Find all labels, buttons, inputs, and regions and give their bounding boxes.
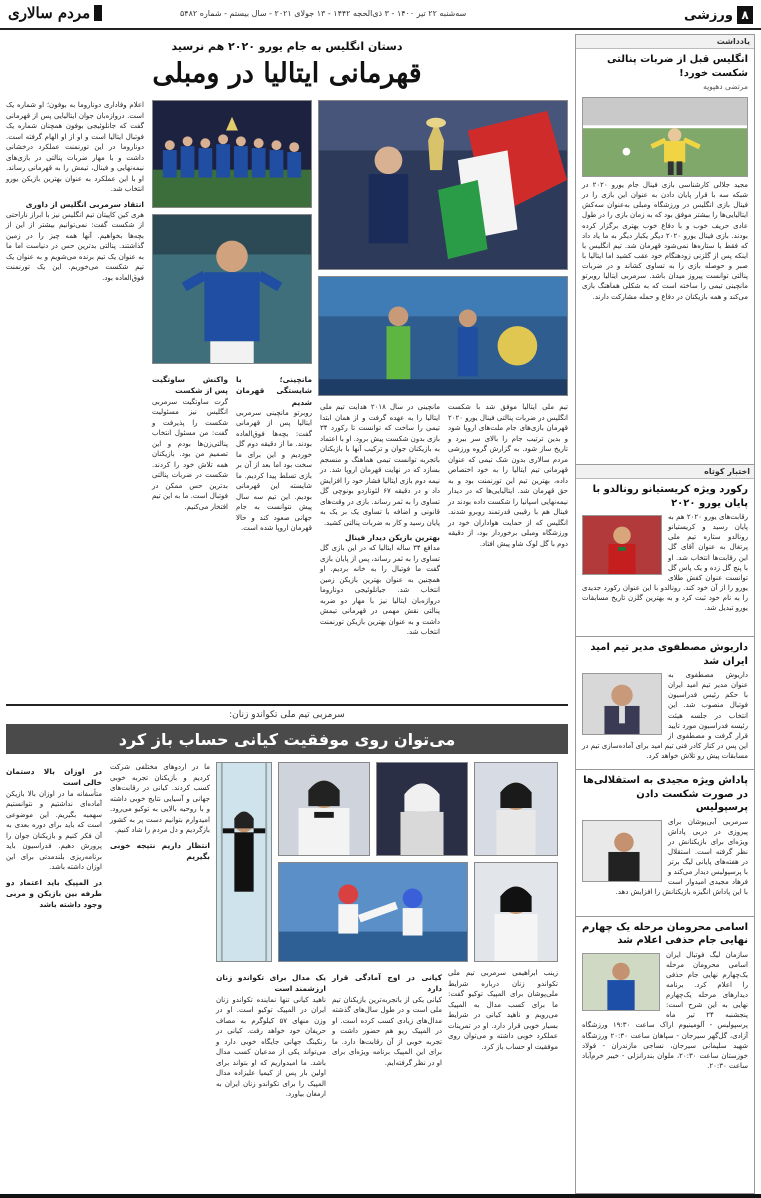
sidebar-article-4-title: پاداش ویژه مجیدی به استقلالی‌ها در صورت شکست دادن پرسپولیس — [583, 775, 748, 813]
main-headline: قهرمانی ایتالیا در ومبلی — [152, 58, 422, 89]
lower-column-3 — [216, 968, 326, 1194]
taekwondo-photo-3 — [278, 762, 370, 856]
lower-subhead-heavy-weights: در اوزان بالا دستمان خالی است — [6, 767, 102, 788]
lower-column-1-text: زینب ابراهیمی سرمربی تیم ملی تکواندو زنان درباره شرایط ملی‌پوشان برای المپیک توکیو گفت: ما برای کسب مدال به المپیک می‌رویم و ناهید کیانی در شرایط بسیار خوبی قرار دارد. او در تمرینات عملکرد خوبی داشته و می‌توان روی موفقیت او حساب باز کرد. — [448, 969, 558, 1051]
lower-column-2-text: متأسفانه ما در اوزان بالا بازیکن آماده‌ای نداشتیم و نتوانستیم سهمیه بگیریم. این موضوعی است که باید برای دوره بعدی به آن فکر کنیم و بازیکنان جوان را پرورش دهیم. فدراسیون باید برنامه‌ریزی بلندمدتی برای این اوزان داشته باشد. — [6, 789, 102, 871]
lower-column-4-text: کیانی یکی از باتجربه‌ترین بازیکنان تیم ملی است و در طول سال‌های گذشته مدال‌های زیادی کسب کرده است. او در المپیک ریو هم حضور داشت و تجربه خوبی از آن رقابت‌ها دارد. ما برای این المپیک برنامه ویژه‌ای برای او در نظر گرفته‌ایم. — [332, 995, 442, 1067]
main-column-1 — [448, 402, 568, 702]
mostafavi-photo — [582, 673, 662, 735]
masthead — [8, 4, 102, 22]
main-column-6-text: اعلام وفاداری دوناروما به بوفون؛ او شماره یک است. دروازه‌بان جوان ایتالیایی پس از قهرمانی گفت که جانلوئیجی بوفون همچنان شماره یک فوتبال ایتالیا است و او از او الهام گرفته است. دوناروما در این تورنمنت عملکرد درخشانی داشت و با مهار ضربات پنالتی در بازی‌های نیمه‌نهایی و فینال، تیمش را به قهرمانی رساند. او با این عملکرد به عنوان بهترین بازیکن یورو انتخاب شد. — [6, 101, 144, 193]
lower-column-1 — [448, 968, 558, 1194]
section-tag — [684, 6, 753, 24]
sidebar-article-3-body: داریوش مصطفوی به عنوان مدیر تیم امید ایران با حکم رئیس فدراسیون فوتبال منصوب شد. این انتخاب در جلسه هیئت رئیسه فدراسیون مورد تایید قرار گرفت و مصطفوی از این پس در کنار کادر فنی تیم امید برای آماده‌سازی تیم در مسابقات پیش رو تلاش خواهد کرد. — [582, 671, 748, 761]
main-column-2-text: مانچینی در سال ۲۰۱۸ هدایت تیم ملی ایتالیا را به عهده گرفت و از همان ابتدا تیمی را ساخت که توانست تا رکورد ۳۴ بازی بدون شکست پیش برود. او با اعتماد به بازیکنان جوان و ترکیب آنها با بازیکنان باتجربه توانست تیمی هماهنگ و منسجم بسازد که در نهایت قهرمان اروپا شد. در نیمه دوم بازی ایتالیا فشار خود را افزایش داد و در دقیقه ۶۷ لئوناردو بونوچی گل تساوی را به ثمر رساند. بازی در وقت‌های قانونی و اضافه با تساوی یک بر یک به پایان رسید و کار به ضربات پنالتی کشید. — [320, 403, 441, 527]
page-header — [0, 0, 761, 30]
page-number: ۸ — [737, 6, 753, 24]
masthead-title: مردم سالاری — [8, 4, 91, 22]
main-column-4 — [152, 370, 228, 702]
sidebar-article-5-body: سازمان لیگ فوتبال ایران اسامی محرومان مرحله یک‌چهارم نهایی جام حذفی را اعلام کرد. برنامه دیدارهای مرحله یک‌چهارم نهایی به این شرح است: پنجشنبه ۲۴ تیر ماه پرسپولیس - آلومینیوم اراک ساعت ۱۹:۳۰ ورزشگاه آزادی، گل‌گهر سیرجان - سپاهان ساعت ۲۰:۳۰ ورزشگاه شهید سلیمانی سیرجان، نساجی مازندران - فولاد خوزستان ساعت ۲۰:۳۰، ملوان بندرانزلی - خیبر خرم‌آباد ساعت ۲۰:۳۰. — [582, 950, 748, 1071]
main-column-3 — [236, 370, 312, 702]
player-photo — [582, 953, 660, 1011]
sidebar-article-3-title: داریوش مصطفوی مدیر تیم امید ایران شد — [590, 642, 748, 667]
sidebar-article-5-title: اسامی محرومان مرحله یک چهارم نهایی جام حذفی اعلام شد — [582, 921, 748, 946]
sidebar-article-1-author: مرتضی دهپویه — [703, 82, 748, 91]
training-photo — [216, 762, 272, 962]
main-column-3-text: مدافع ۳۴ ساله ایتالیا که در این بازی گل تساوی را به ثمر رساند، پس از پایان بازی گفت ما فوتبال را به خانه بردیم. او همچنین به عنوان بهترین بازیکن زمین انتخاب شد. جیانلوئیجی دوناروما دروازه‌بان ایتالیا نیز با مهار دو ضربه پنالتی نقش مهمی در قهرمانی تیمش داشت و به عنوان بهترین بازیکن تورنمنت انتخاب شد. — [320, 544, 441, 637]
trophy-celebration-photo — [318, 100, 568, 270]
sidebar-article-2-title: رکورد ویژه کریستیانو رونالدو با پایان یورو ۲۰۲۰ — [592, 484, 748, 509]
ronaldo-photo — [582, 515, 662, 575]
section-name: ورزشی — [684, 7, 733, 23]
page-bottom-rule — [0, 1194, 761, 1198]
main-column-5 — [6, 100, 144, 702]
lower-subhead-medal: یک مدال برای تکواندو زنان ارزشمند است — [216, 973, 326, 994]
sidebar-label-brief: اختبار کوتاه — [576, 465, 754, 479]
taekwondo-photo-4 — [474, 862, 558, 962]
main-column-1-text: تیم ملی ایتالیا موفق شد با شکست انگلیس در ضربات پنالتی فینال یورو ۲۰۲۰ قهرمان بازی‌های جام ملت‌های اروپا شود و بدین ترتیب جام را بالای سر ببرد و تاریخ ساز شود. به گزارش گروه ورزشی مردم سالاری بدون شک تیمی که عنوان قهرمانی تیم ایتالیا را به خود اختصاص داده، بهترین تیم این تورنمنت بود و به حق قهرمان شد. ایتالیایی‌ها که در دیدار نیمه‌نهایی اسپانیا را شکست داده بودند در فینال هم با رقیبی قدرتمند روبرو شدند. انگلیس که از حمایت هواداران خود در ورزشگاه ومبلی برخوردار بود، از دقیقه دوم با گل لوک شاو پیش افتاد. — [448, 403, 568, 548]
lower-column-2 — [332, 968, 442, 1194]
main-article — [6, 34, 568, 702]
main-subhead-referee: انتقاد سرمربی انگلیس از داوری — [25, 199, 144, 209]
masthead-mark — [94, 5, 102, 21]
lower-column-3-text: ما در اردوهای مختلفی شرکت کردیم و بازیکنان تجربه خوبی کسب کردند. کیانی در رقابت‌های جهانی و آسیایی نتایج خوبی داشته و با روحیه بالایی به توکیو می‌رود. امیدوارم بتوانیم دست پر به کشور بازگردیم و دل مردم را شاد کنیم. — [110, 763, 210, 834]
lower-kicker: سرمربی تیم ملی تکواندو زنان: — [229, 710, 345, 720]
main-subhead-mancini: مانچینی؛ با شایستگی قهرمان شدیم — [236, 375, 312, 407]
lower-column-4 — [110, 762, 210, 1194]
main-column-2 — [320, 402, 440, 702]
lower-subhead-expectation: انتظار داریم نتیجه خوبی بگیریم — [110, 840, 210, 861]
taekwondo-photo-2 — [376, 762, 468, 856]
lower-article — [6, 704, 568, 1194]
taekwondo-match-photo — [278, 862, 468, 962]
sidebar-article-2-body: رقابت‌های یورو ۲۰۲۰ هم به پایان رسید و کریستیانو رونالدو ستاره تیم ملی پرتغال به عنوان آقای گل این رقابت‌ها انتخاب شد. او با پنج گل زده و یک پاس گل توانست عنوان کفش طلای یورو را از آن خود کند. رونالدو با این عنوان رکورد جدیدی را به نام خود ثبت کرد و به بهترین گلزن تاریخ مسابقات یورو تبدیل شد. — [582, 513, 748, 613]
lower-subhead-trust: در المپیک باید اعتماد دو طرفه بین بازیکن و مربی وجود داشته باشد — [6, 877, 102, 909]
main-subhead-southgate: واکنش ساوتگیت پس از شکست — [152, 375, 228, 396]
team-celebration-photo — [152, 100, 312, 208]
sidebar-label-note: یادداشت — [576, 35, 754, 49]
main-column-4-text: روبرتو مانچینی سرمربی ایتالیا پس از قهرمانی گفت: بچه‌ها فوق‌العاده بودند. ما از دقیقه دوم گل خوردیم و این برای ما سخت بود اما بعد از آن بر بازی تسلط پیدا کردیم. ما شایسته این قهرمانی بودیم. این تیم سه سال پیش نتوانست به جام جهانی صعود کند و حالا قهرمان اروپا شده است. — [236, 408, 312, 533]
lower-column-5-text: ناهید کیانی تنها نماینده تکواندو زنان ایران در المپیک توکیو است. او در وزن منهای ۵۷ کیلوگرم به مصاف حریفان خود خواهد رفت. کیانی در رنکینگ جهانی جایگاه خوبی دارد و می‌تواند یکی از مدعیان کسب مدال باشد. ما امیدواریم که او بتواند برای اولین بار پس از کیمیا علیزاده مدال المپیک را برای تکواندو زنان ایران به ارمغان بیاورد. — [216, 995, 326, 1098]
lower-subhead-performance: کیانی در اوج آمادگی قرار دارد — [332, 973, 442, 994]
main-kicker: دستان انگلیس به جام یورو ۲۰۲۰ هم نرسید — [171, 40, 403, 53]
bonucci-photo — [152, 214, 312, 364]
sidebar-article-1-title: انگلیس قبل از ضربات پنالتی شکست خورد! — [607, 54, 748, 79]
majidi-photo — [582, 820, 662, 882]
main-subhead-best-player: بهترین بازیکن دیدار فینال — [344, 533, 440, 542]
main-column-5-text: گرت ساوتگیت سرمربی انگلیس نیز مسئولیت شکست را پذیرفت و گفت: من مسئول انتخاب پنالتی‌زن‌ها بودم و این تصمیم من بود. بازیکنان همه تلاش خود را کردند. شکست در ضربات پنالتی بدترین حس ممکن در فوتبال است. ما به این تیم افتخار می‌کنیم. — [152, 397, 228, 511]
sidebar-article-1-body: مجید جلالی کارشناسی بازی فینال جام یورو ۲۰۲۰ در شبکه سه با قرار پایان دادن به عنوان این بازی را در فینال بازی انگلیس در ورزشگاه ومبلی به‌عنوان سه‌کش ایتالیایی‌ها را بیشتر موفق بود که به زمان بازی را در طول عادی حریف خوب و با دفاع خوب بهتری برگزار کرده بودند. بازی فینال یورو ۲۰۲۰ دیگر یکبار دیگر به ما یاد داد که فقط با ستاره‌ها نمی‌شود قهرمان شد. تیم انگلیس با اینکه پس از گلزنی زودهنگام خود عقب کشید اما ایتالیا با صبر و حوصله بازی را به تساوی کشاند و در ضربات پنالتی توانست پیروز میدان باشد. سرمربی ایتالیا روبرتو مانچینی تیمی را ساخته است که به شکلی هماهنگ بازی می‌کند و همه بازیکنان در دفاع و حمله مشارکت دارند. — [582, 181, 748, 301]
issue-info: سه‌شنبه ۲۲ تیر ۱۴۰۰ - ۳ ذی‌الحجه ۱۴۴۲ - ۱۳ جولای ۲۰۲۱ - سال بیستم - شماره ۵۴۸۲ — [180, 9, 467, 18]
award-ceremony-photo — [318, 276, 568, 396]
taekwondo-photo-1 — [474, 762, 558, 856]
lower-column-5 — [6, 762, 102, 1194]
sidebar-article-4-body: سرمربی آبی‌پوشان برای پیروزی در دربی پاداش ویژه‌ای برای بازیکنانش در نظر گرفته است. استقلال در هفته‌های پایانی لیگ برتر با پرسپولیس دیدار می‌کند و فرهاد مجیدی امیدوار است با این پاداش انگیزه بازیکنانش را افزایش دهد. — [615, 817, 748, 897]
main-column-7-text: هری کین کاپیتان تیم انگلیس نیز با ابراز ناراحتی از شکست گفت: نمی‌توانیم بیشتر از این از بچه‌ها بخواهیم. آنها همه چیز را در زمین گذاشتند. پنالتی بدترین حس در دنیاست اما ما به عنوان یک تیم برنده می‌شویم و به عنوان یک تیم شکست می‌خوریم. این یک تورنمنت فوق‌العاده بود. — [6, 210, 144, 282]
sidebar — [575, 34, 755, 1194]
goalkeeper-photo — [582, 97, 748, 177]
lower-headline-banner: می‌توان روی موفقیت کیانی حساب باز کرد — [6, 724, 568, 754]
